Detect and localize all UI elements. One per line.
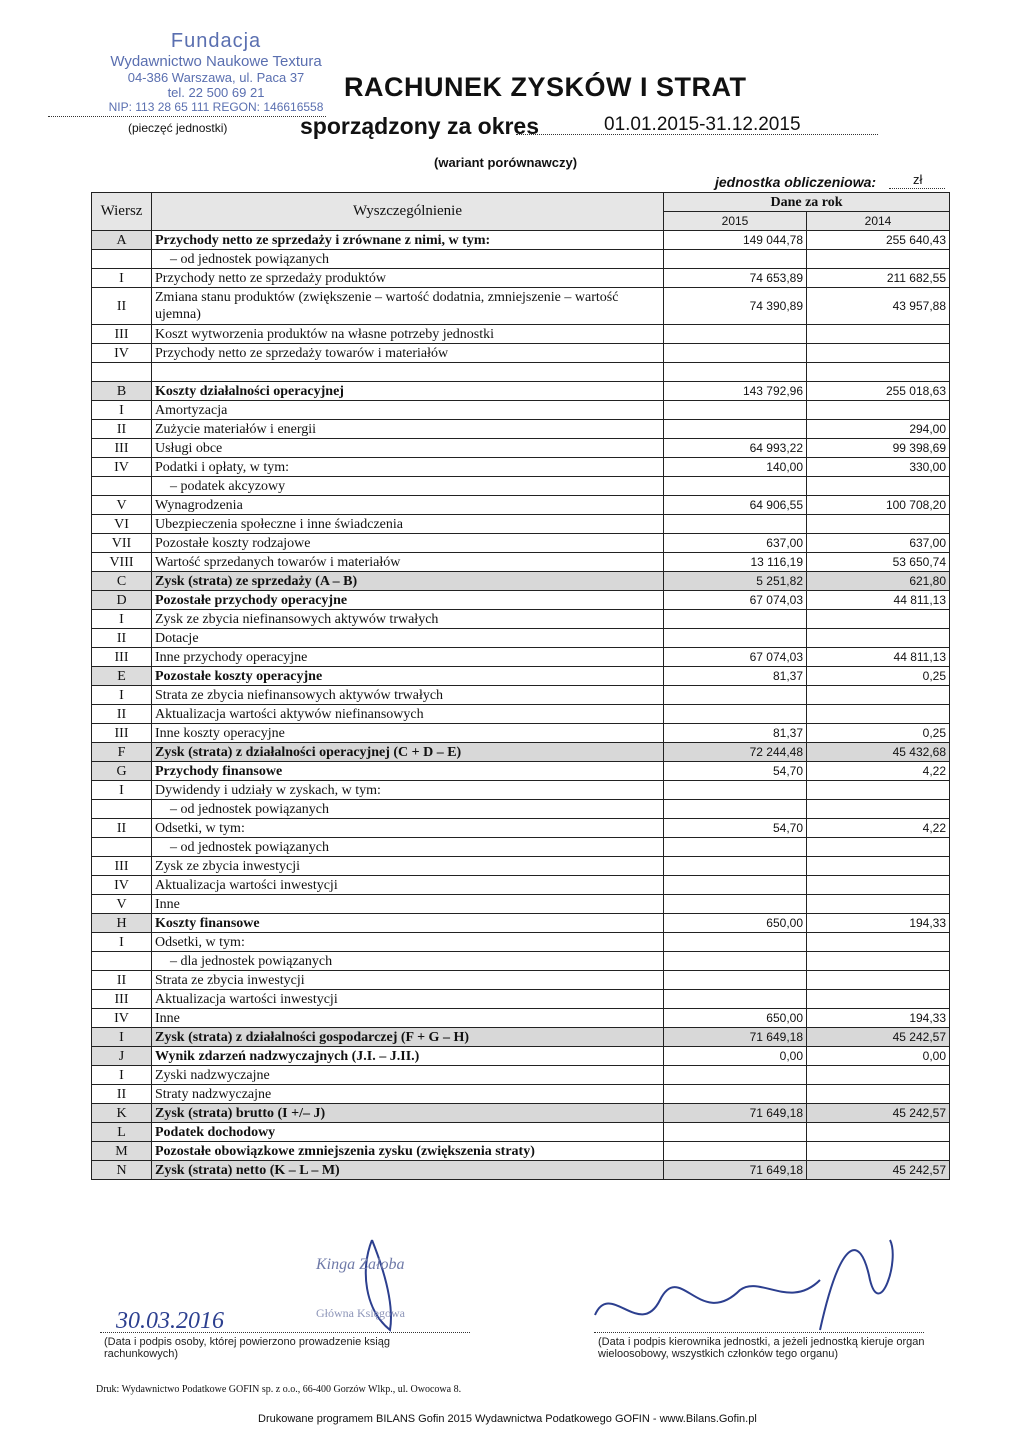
table-row [92, 496, 950, 515]
row-code: I [92, 781, 152, 800]
table-row [92, 838, 950, 857]
row-value-2015 [664, 705, 807, 724]
row-value-2015 [664, 990, 807, 1009]
row-value-2015 [664, 363, 807, 382]
row-label: Usługi obce [152, 439, 664, 458]
row-code: G [92, 762, 152, 781]
row-value-2014: 194,33 [807, 1009, 950, 1028]
row-code [92, 363, 152, 382]
row-label: Strata ze zbycia niefinansowych aktywów trwałych [152, 686, 664, 705]
row-code: H [92, 914, 152, 933]
row-code: L [92, 1123, 152, 1142]
table-row [92, 288, 950, 325]
row-value-2015 [664, 971, 807, 990]
row-value-2014: 330,00 [807, 458, 950, 477]
table-row [92, 743, 950, 762]
table-row [92, 1123, 950, 1142]
table-row [92, 819, 950, 838]
row-code: F [92, 743, 152, 762]
stamp-dotted-line [48, 116, 326, 117]
row-value-2014: 4,22 [807, 819, 950, 838]
print-line: Druk: Wydawnictwo Podatkowe GOFIN sp. z o.o., 66-400 Gorzów Wlkp., ul. Owocowa 8. [96, 1384, 462, 1395]
row-code: M [92, 1142, 152, 1161]
row-value-2014 [807, 344, 950, 363]
row-label: Koszty finansowe [152, 914, 664, 933]
row-value-2014: 45 432,68 [807, 743, 950, 762]
row-label: Przychody finansowe [152, 762, 664, 781]
row-value-2014 [807, 1142, 950, 1161]
row-label: Wartość sprzedanych towarów i materiałów [152, 553, 664, 572]
stamp-line-3: 04-386 Warszawa, ul. Paca 37 [127, 70, 305, 85]
row-value-2014 [807, 857, 950, 876]
row-value-2015: 650,00 [664, 1009, 807, 1028]
row-value-2015: 143 792,96 [664, 382, 807, 401]
table-row [92, 952, 950, 971]
row-value-2014 [807, 1123, 950, 1142]
col-header-2014: 2014 [807, 212, 950, 231]
row-value-2015: 71 649,18 [664, 1161, 807, 1180]
row-code: I [92, 610, 152, 629]
table-row [92, 610, 950, 629]
row-value-2014 [807, 401, 950, 420]
row-label: Przychody netto ze sprzedaży produktów [152, 269, 664, 288]
board-signature-mark [820, 1240, 893, 1330]
row-value-2015 [664, 477, 807, 496]
row-label: Przychody netto ze sprzedaży towarów i materiałów [152, 344, 664, 363]
row-value-2014: 99 398,69 [807, 439, 950, 458]
stamp-line-1: Fundacja [170, 30, 262, 52]
row-value-2015: 74 390,89 [664, 288, 807, 325]
row-value-2014: 255 640,43 [807, 231, 950, 250]
row-value-2014 [807, 705, 950, 724]
row-label: – dla jednostek powiązanych [152, 952, 664, 971]
row-code: V [92, 895, 152, 914]
row-value-2015: 0,00 [664, 1047, 807, 1066]
row-value-2015: 13 116,19 [664, 553, 807, 572]
row-code: E [92, 667, 152, 686]
row-label: Koszt wytworzenia produktów na własne potrzeby jednostki [152, 325, 664, 344]
row-label: Zysk (strata) ze sprzedaży (A – B) [152, 572, 664, 591]
row-value-2014: 621,80 [807, 572, 950, 591]
row-code: III [92, 648, 152, 667]
row-label: Zysk ze zbycia inwestycji [152, 857, 664, 876]
table-row [92, 458, 950, 477]
table-body [92, 231, 950, 1180]
row-value-2015: 72 244,48 [664, 743, 807, 762]
table-row [92, 515, 950, 534]
row-label: Straty nadzwyczajne [152, 1085, 664, 1104]
left-signature-caption: (Data i podpis osoby, której powierzono prowadzenie ksiąg rachunkowych) [104, 1336, 390, 1360]
row-code: I [92, 269, 152, 288]
row-value-2015: 650,00 [664, 914, 807, 933]
row-value-2015: 64 993,22 [664, 439, 807, 458]
row-code: I [92, 686, 152, 705]
table-row [92, 363, 950, 382]
row-code [92, 250, 152, 269]
row-code: I [92, 401, 152, 420]
row-value-2014: 100 708,20 [807, 496, 950, 515]
row-value-2014 [807, 952, 950, 971]
row-value-2015 [664, 686, 807, 705]
row-value-2015: 71 649,18 [664, 1028, 807, 1047]
row-value-2014 [807, 610, 950, 629]
row-value-2014: 53 650,74 [807, 553, 950, 572]
table-row [92, 800, 950, 819]
table-row [92, 781, 950, 800]
row-value-2014 [807, 800, 950, 819]
row-code: B [92, 382, 152, 401]
row-code: III [92, 857, 152, 876]
table-row [92, 534, 950, 553]
row-value-2014: 44 811,13 [807, 648, 950, 667]
table-row [92, 591, 950, 610]
row-value-2015: 64 906,55 [664, 496, 807, 515]
table-row [92, 686, 950, 705]
row-label: Aktualizacja wartości aktywów niefinansowych [152, 705, 664, 724]
row-value-2015 [664, 876, 807, 895]
table-row [92, 1142, 950, 1161]
row-value-2014 [807, 325, 950, 344]
row-code: I [92, 1028, 152, 1047]
table-row [92, 629, 950, 648]
row-value-2015 [664, 933, 807, 952]
table-row [92, 401, 950, 420]
row-label: Koszty działalności operacyjnej [152, 382, 664, 401]
row-label: Strata ze zbycia inwestycji [152, 971, 664, 990]
row-value-2014: 45 242,57 [807, 1161, 950, 1180]
row-code: II [92, 819, 152, 838]
row-value-2014 [807, 250, 950, 269]
row-code: III [92, 990, 152, 1009]
document-title: RACHUNEK ZYSKÓW I STRAT [344, 72, 747, 102]
stamp-line-2: Wydawnictwo Naukowe Textura [110, 53, 322, 70]
row-value-2014 [807, 477, 950, 496]
row-value-2014 [807, 990, 950, 1009]
row-code: V [92, 496, 152, 515]
row-label: – od jednostek powiązanych [152, 838, 664, 857]
row-label: Inne [152, 1009, 664, 1028]
row-value-2014: 194,33 [807, 914, 950, 933]
director-signature-mark [595, 1280, 820, 1315]
row-label: Aktualizacja wartości inwestycji [152, 876, 664, 895]
row-code: III [92, 325, 152, 344]
row-value-2014 [807, 781, 950, 800]
col-header-wiersz: Wiersz [92, 193, 152, 231]
table-row [92, 572, 950, 591]
unit-dotted-line [889, 188, 945, 189]
right-signature-caption: (Data i podpis kierownika jednostki, a jeżeli jednostką kieruje organ wieloosobowy, wszystkich członków tego organu) [598, 1336, 925, 1360]
row-value-2015 [664, 1066, 807, 1085]
row-value-2014 [807, 971, 950, 990]
row-label: – od jednostek powiązanych [152, 250, 664, 269]
row-label: Pozostałe koszty rodzajowe [152, 534, 664, 553]
row-label: Zysk (strata) netto (K – L – M) [152, 1161, 664, 1180]
table-row [92, 250, 950, 269]
row-value-2015: 140,00 [664, 458, 807, 477]
row-value-2015 [664, 800, 807, 819]
row-value-2015 [664, 515, 807, 534]
row-code: IV [92, 458, 152, 477]
table-row [92, 895, 950, 914]
row-label: Amortyzacja [152, 401, 664, 420]
row-value-2014: 0,25 [807, 667, 950, 686]
table-row [92, 1104, 950, 1123]
program-line: Drukowane programem BILANS Gofin 2015 Wydawnictwa Podatkowego GOFIN - www.Bilans.Gofin.pl [258, 1413, 757, 1425]
row-label: Zysk (strata) z działalności operacyjnej (C + D – E) [152, 743, 664, 762]
row-label: Ubezpieczenia społeczne i inne świadczenia [152, 515, 664, 534]
row-value-2014 [807, 895, 950, 914]
row-value-2014 [807, 933, 950, 952]
accountant-name-stamp: Kinga Załoba [316, 1256, 405, 1273]
stamp-line-4: tel. 22 500 69 21 [167, 85, 265, 100]
row-value-2015: 149 044,78 [664, 231, 807, 250]
row-value-2015 [664, 344, 807, 363]
row-label: Inne [152, 895, 664, 914]
company-stamp [96, 30, 336, 114]
row-value-2015 [664, 857, 807, 876]
row-value-2015 [664, 1123, 807, 1142]
variant-label: (wariant porównawczy) [434, 155, 578, 170]
row-code: VIII [92, 553, 152, 572]
row-label: – od jednostek powiązanych [152, 800, 664, 819]
row-code: III [92, 439, 152, 458]
row-value-2014 [807, 1066, 950, 1085]
table-row [92, 762, 950, 781]
row-code: I [92, 933, 152, 952]
row-value-2014 [807, 1085, 950, 1104]
row-code: VII [92, 534, 152, 553]
row-value-2015 [664, 610, 807, 629]
table-row [92, 990, 950, 1009]
row-label: Wynagrodzenia [152, 496, 664, 515]
table-row [92, 705, 950, 724]
row-label: Inne koszty operacyjne [152, 724, 664, 743]
income-statement-table [91, 192, 950, 1180]
row-value-2014 [807, 876, 950, 895]
row-label: Przychody netto ze sprzedaży i zrównane z nimi, w tym: [152, 231, 664, 250]
table-row [92, 667, 950, 686]
table-row [92, 971, 950, 990]
row-value-2014 [807, 629, 950, 648]
row-value-2014 [807, 515, 950, 534]
row-code: I [92, 1066, 152, 1085]
row-value-2014: 45 242,57 [807, 1028, 950, 1047]
row-label: Zyski nadzwyczajne [152, 1066, 664, 1085]
row-label: Odsetki, w tym: [152, 819, 664, 838]
row-code [92, 477, 152, 496]
row-value-2015: 54,70 [664, 762, 807, 781]
row-value-2015: 637,00 [664, 534, 807, 553]
row-code: IV [92, 1009, 152, 1028]
accountant-role-stamp: Główna Księgowa [316, 1306, 405, 1320]
row-code: J [92, 1047, 152, 1066]
row-label: Zysk (strata) brutto (I +/– J) [152, 1104, 664, 1123]
row-label: Pozostałe koszty operacyjne [152, 667, 664, 686]
row-code: II [92, 629, 152, 648]
table-row [92, 382, 950, 401]
table-row [92, 933, 950, 952]
row-value-2015: 5 251,82 [664, 572, 807, 591]
row-value-2014: 294,00 [807, 420, 950, 439]
row-value-2015 [664, 250, 807, 269]
row-value-2014 [807, 363, 950, 382]
row-label: Pozostałe obowiązkowe zmniejszenia zysku (zwiększenia straty) [152, 1142, 664, 1161]
row-value-2015: 67 074,03 [664, 591, 807, 610]
row-code: II [92, 971, 152, 990]
row-label: Zysk (strata) z działalności gospodarczej (F + G – H) [152, 1028, 664, 1047]
table-row [92, 439, 950, 458]
row-label: – podatek akcyzowy [152, 477, 664, 496]
row-value-2014: 43 957,88 [807, 288, 950, 325]
stamp-line-5: NIP: 113 28 65 111 REGON: 146616558 [108, 100, 324, 114]
row-code: II [92, 1085, 152, 1104]
row-code: VI [92, 515, 152, 534]
row-code [92, 952, 152, 971]
row-code: II [92, 288, 152, 325]
row-value-2015: 81,37 [664, 724, 807, 743]
row-code: II [92, 420, 152, 439]
row-value-2014: 255 018,63 [807, 382, 950, 401]
row-label: Zużycie materiałów i energii [152, 420, 664, 439]
row-value-2015 [664, 952, 807, 971]
row-value-2015 [664, 895, 807, 914]
table-row [92, 325, 950, 344]
row-code: C [92, 572, 152, 591]
row-label: Aktualizacja wartości inwestycji [152, 990, 664, 1009]
row-code: IV [92, 344, 152, 363]
row-code: II [92, 705, 152, 724]
row-code [92, 838, 152, 857]
row-value-2014 [807, 686, 950, 705]
document-subtitle: sporządzony za okres [300, 113, 540, 139]
unit-value: zł [913, 172, 923, 187]
row-label: Zmiana stanu produktów (zwiększenie – wartość dodatnia, zmniejszenie – wartość ujemna) [152, 288, 664, 325]
row-value-2015: 74 653,89 [664, 269, 807, 288]
row-value-2015: 67 074,03 [664, 648, 807, 667]
row-label: Odsetki, w tym: [152, 933, 664, 952]
row-value-2015 [664, 325, 807, 344]
row-label: Pozostałe przychody operacyjne [152, 591, 664, 610]
row-value-2015 [664, 420, 807, 439]
row-label: Podatek dochodowy [152, 1123, 664, 1142]
table-row [92, 648, 950, 667]
row-value-2014: 211 682,55 [807, 269, 950, 288]
row-value-2015 [664, 629, 807, 648]
row-value-2015 [664, 1142, 807, 1161]
row-value-2015 [664, 1085, 807, 1104]
row-value-2015: 81,37 [664, 667, 807, 686]
row-label: Dotacje [152, 629, 664, 648]
row-code: D [92, 591, 152, 610]
table-row [92, 724, 950, 743]
row-code: N [92, 1161, 152, 1180]
table-row [92, 420, 950, 439]
report-period: 01.01.2015-31.12.2015 [604, 114, 801, 135]
row-value-2014: 0,25 [807, 724, 950, 743]
row-code: A [92, 231, 152, 250]
table-row [92, 269, 950, 288]
row-label: Podatki i opłaty, w tym: [152, 458, 664, 477]
row-label [152, 363, 664, 382]
row-value-2014: 0,00 [807, 1047, 950, 1066]
left-signature-line [100, 1332, 470, 1333]
row-value-2015 [664, 838, 807, 857]
table-row [92, 1085, 950, 1104]
row-code: IV [92, 876, 152, 895]
table-row [92, 1047, 950, 1066]
col-header-2015: 2015 [664, 212, 807, 231]
unit-label: jednostka obliczeniowa: [715, 174, 877, 190]
row-code: III [92, 724, 152, 743]
right-signature-line [594, 1332, 924, 1333]
row-value-2015 [664, 781, 807, 800]
stamp-caption: (pieczęć jednostki) [128, 121, 228, 135]
row-value-2014: 4,22 [807, 762, 950, 781]
table-row [92, 344, 950, 363]
col-header-description: Wyszczególnienie [152, 193, 664, 231]
table-row [92, 876, 950, 895]
row-value-2014: 637,00 [807, 534, 950, 553]
col-header-group: Dane za rok [664, 193, 950, 212]
row-value-2015: 71 649,18 [664, 1104, 807, 1123]
table-row [92, 231, 950, 250]
row-label: Dywidendy i udziały w zyskach, w tym: [152, 781, 664, 800]
row-code [92, 800, 152, 819]
table-row [92, 1161, 950, 1180]
table-row [92, 1028, 950, 1047]
table-row [92, 1066, 950, 1085]
row-value-2015: 54,70 [664, 819, 807, 838]
row-label: Wynik zdarzeń nadzwyczajnych (J.I. – J.II.) [152, 1047, 664, 1066]
row-value-2015 [664, 401, 807, 420]
table-row [92, 1009, 950, 1028]
row-label: Inne przychody operacyjne [152, 648, 664, 667]
row-value-2014: 45 242,57 [807, 1104, 950, 1123]
row-label: Zysk ze zbycia niefinansowych aktywów trwałych [152, 610, 664, 629]
table-row [92, 857, 950, 876]
row-code: K [92, 1104, 152, 1123]
table-row [92, 477, 950, 496]
table-row [92, 914, 950, 933]
row-value-2014 [807, 838, 950, 857]
table-row [92, 553, 950, 572]
row-value-2014: 44 811,13 [807, 591, 950, 610]
signature-date: 30.03.2016 [116, 1308, 224, 1334]
